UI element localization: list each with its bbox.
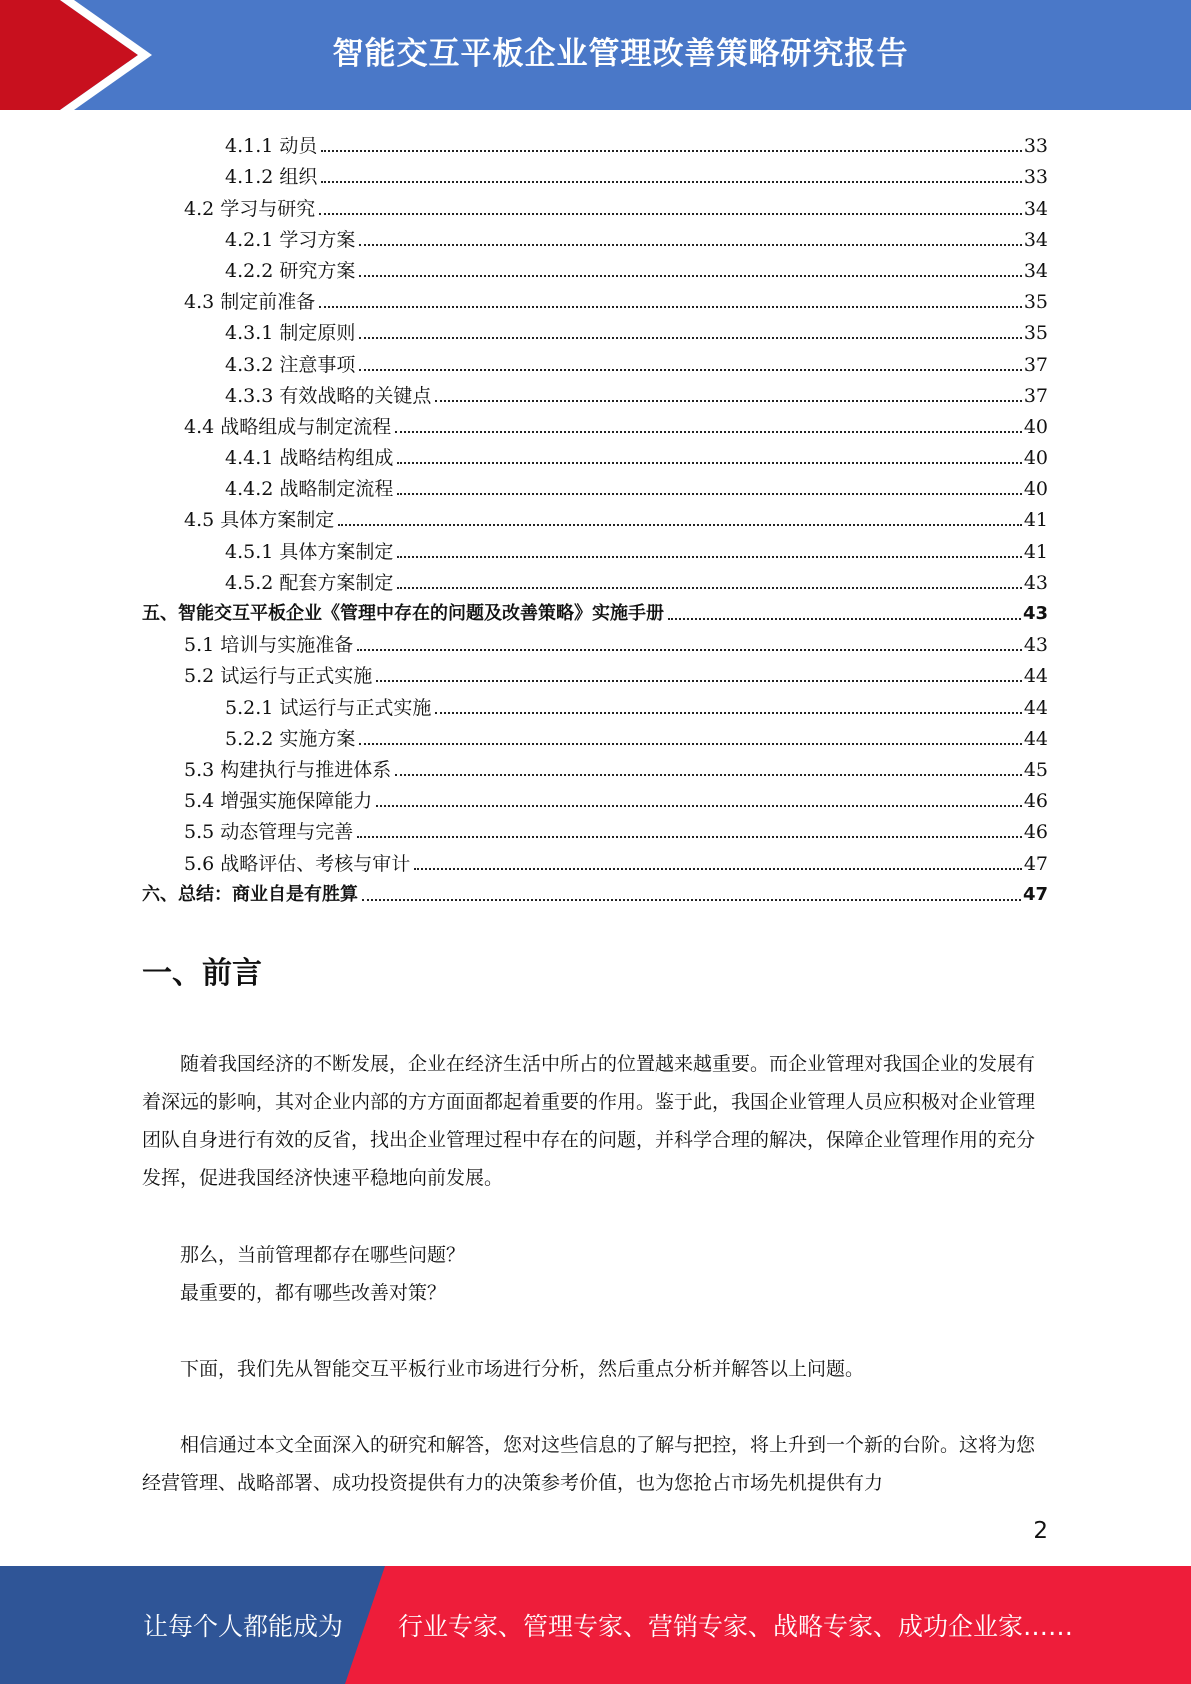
toc-dot-leader	[397, 493, 1021, 495]
toc-entry[interactable]	[142, 284, 1048, 315]
toc-dot-leader	[359, 244, 1021, 246]
toc-entry-page: 46	[1023, 790, 1048, 813]
toc-dot-leader	[359, 337, 1021, 339]
toc-entry-page: 44	[1023, 665, 1048, 688]
toc-entry-page: 41	[1023, 509, 1048, 532]
toc-dot-leader	[397, 462, 1021, 464]
toc-dot-leader	[338, 524, 1022, 526]
toc-entry-page: 41	[1023, 540, 1048, 563]
toc-entry-title: 4.2.2 研究方案	[225, 259, 356, 282]
toc-entry-title: 5.3 构建执行与推进体系	[184, 758, 392, 781]
toc-entry-page: 35	[1023, 291, 1048, 314]
toc-dot-leader	[357, 649, 1022, 651]
toc-entry-title: 5.2.1 试运行与正式实施	[225, 696, 432, 719]
footer-slogan-right: 行业专家、管理专家、营销专家、战略专家、成功企业家……	[398, 1612, 1074, 1641]
toc-dot-leader	[397, 556, 1021, 558]
toc-dot-leader	[319, 306, 1022, 308]
toc-entry[interactable]	[142, 565, 1048, 596]
toc-entry-page: 35	[1023, 322, 1048, 345]
toc-entry-title: 4.3.2 注意事项	[225, 353, 356, 376]
footer-slogan-left: 让每个人都能成为	[143, 1612, 344, 1641]
toc-entry[interactable]	[142, 159, 1048, 190]
toc-entry[interactable]	[142, 222, 1048, 253]
toc-entry-title: 4.4.1 战略结构组成	[225, 447, 394, 470]
toc-entry[interactable]	[142, 596, 1048, 627]
toc-entry-page: 37	[1023, 384, 1048, 407]
toc-dot-leader	[435, 400, 1021, 402]
document-title: 智能交互平板企业管理改善策略研究报告	[332, 35, 909, 72]
toc-entry[interactable]	[142, 440, 1048, 471]
toc-entry-title: 5.1 培训与实施准备	[184, 634, 354, 657]
toc-entry-page: 43	[1023, 571, 1048, 594]
toc-entry-title: 4.1.1 动员	[225, 135, 318, 158]
toc-entry[interactable]	[142, 190, 1048, 221]
toc-entry-title: 4.3.1 制定原则	[225, 322, 356, 345]
toc-dot-leader	[395, 431, 1022, 433]
toc-entry[interactable]	[142, 877, 1048, 908]
toc-entry[interactable]	[142, 658, 1048, 689]
toc-entry[interactable]	[142, 533, 1048, 564]
toc-entry[interactable]	[142, 346, 1048, 377]
toc-entry[interactable]	[142, 128, 1048, 159]
toc-entry-page: 40	[1023, 415, 1048, 438]
toc-entry[interactable]	[142, 814, 1048, 845]
toc-dot-leader	[668, 618, 1021, 620]
toc-entry[interactable]	[142, 752, 1048, 783]
toc-entry[interactable]	[142, 627, 1048, 658]
toc-entry-title: 4.4 战略组成与制定流程	[184, 415, 392, 438]
toc-entry[interactable]	[142, 502, 1048, 533]
toc-dot-leader	[359, 275, 1021, 277]
toc-dot-leader	[359, 369, 1021, 371]
toc-dot-leader	[321, 150, 1021, 152]
toc-entry-page: 43	[1023, 634, 1048, 657]
page-footer	[0, 1566, 1191, 1684]
toc-entry-title: 4.5.1 具体方案制定	[225, 540, 394, 563]
toc-entry-page: 33	[1023, 166, 1048, 189]
paragraph: 那么，当前管理都存在哪些问题？	[180, 1244, 466, 1266]
toc-entry[interactable]	[142, 253, 1048, 284]
toc-entry-title: 4.3.3 有效战略的关键点	[225, 384, 432, 407]
toc-entry-title: 4.3 制定前准备	[184, 291, 316, 314]
toc-entry[interactable]	[142, 845, 1048, 876]
toc-entry-page: 47	[1023, 852, 1048, 875]
toc-entry-title: 5.2 试运行与正式实施	[184, 665, 373, 688]
toc-dot-leader	[376, 680, 1022, 682]
toc-dot-leader	[357, 836, 1022, 838]
toc-dot-leader	[395, 774, 1022, 776]
toc-dot-leader	[397, 587, 1021, 589]
toc-entry-title: 4.5.2 配套方案制定	[225, 571, 394, 594]
toc-entry-page: 43	[1022, 603, 1048, 624]
toc-entry-page: 47	[1022, 883, 1048, 905]
toc-entry-page: 45	[1023, 758, 1048, 781]
toc-entry-page: 40	[1023, 447, 1048, 470]
toc-entry-page: 33	[1023, 135, 1048, 158]
table-of-contents	[142, 128, 1048, 908]
toc-entry-page: 34	[1023, 197, 1048, 220]
toc-entry-page: 34	[1023, 228, 1048, 251]
toc-entry-page: 46	[1023, 821, 1048, 844]
toc-entry-title: 5.6 战略评估、考核与审计	[184, 852, 411, 875]
toc-entry-title: 4.2 学习与研究	[184, 197, 316, 220]
toc-entry-title: 4.1.2 组织	[225, 166, 318, 189]
toc-dot-leader	[319, 213, 1022, 215]
page-number: 2	[1033, 1518, 1048, 1544]
toc-entry-title: 5.2.2 实施方案	[225, 727, 356, 750]
toc-dot-leader	[376, 805, 1022, 807]
toc-entry-page: 44	[1023, 696, 1048, 719]
toc-entry-page: 40	[1023, 478, 1048, 501]
paragraph: 最重要的，都有哪些改善对策？	[180, 1282, 447, 1304]
toc-entry[interactable]	[142, 689, 1048, 720]
section-heading: 一、前言	[142, 956, 262, 991]
paragraph: 相信通过本文全面深入的研究和解答，您对这些信息的了解与把控，将上升到一个新的台阶。这将为您经营管理、战略部署、成功投资提供有力的决策参考价值，也为您抢占市场先机提供有力	[142, 1434, 1036, 1494]
toc-entry[interactable]	[142, 721, 1048, 752]
toc-entry-title: 5.5 动态管理与完善	[184, 821, 354, 844]
toc-entry[interactable]	[142, 315, 1048, 346]
toc-entry-title: 4.2.1 学习方案	[225, 228, 356, 251]
paragraph: 下面，我们先从智能交互平板行业市场进行分析，然后重点分析并解答以上问题。	[180, 1358, 865, 1380]
toc-dot-leader	[435, 712, 1021, 714]
toc-dot-leader	[362, 899, 1021, 901]
toc-entry[interactable]	[142, 378, 1048, 409]
toc-dot-leader	[414, 868, 1022, 870]
toc-entry[interactable]	[142, 409, 1048, 440]
toc-entry-page: 37	[1023, 353, 1048, 376]
toc-entry-title: 4.5 具体方案制定	[184, 509, 335, 532]
toc-entry-title: 五、智能交互平板企业《管理中存在的问题及改善策略》实施手册	[142, 603, 664, 624]
toc-dot-leader	[359, 743, 1021, 745]
toc-entry[interactable]	[142, 471, 1048, 502]
toc-entry-page: 44	[1023, 727, 1048, 750]
paragraph: 随着我国经济的不断发展，企业在经济生活中所占的位置越来越重要。而企业管理对我国企业的发展有着深远的影响，其对企业内部的方方面面都起着重要的作用。鉴于此，我国企业管理人员应积极对企业管理团队自身进行有效的反省，找出企业管理过程中存在的问题，并科学合理的解决，保障企业管理作用的充分发挥，促进我国经济快速平稳地向前发展。	[142, 1053, 1036, 1189]
toc-entry-page: 34	[1023, 259, 1048, 282]
page-header	[0, 0, 1191, 110]
toc-entry-title: 4.4.2 战略制定流程	[225, 478, 394, 501]
toc-entry-title: 六、总结：商业自是有胜算	[142, 883, 358, 905]
toc-entry[interactable]	[142, 783, 1048, 814]
toc-dot-leader	[321, 181, 1021, 183]
toc-entry-title: 5.4 增强实施保障能力	[184, 790, 373, 813]
